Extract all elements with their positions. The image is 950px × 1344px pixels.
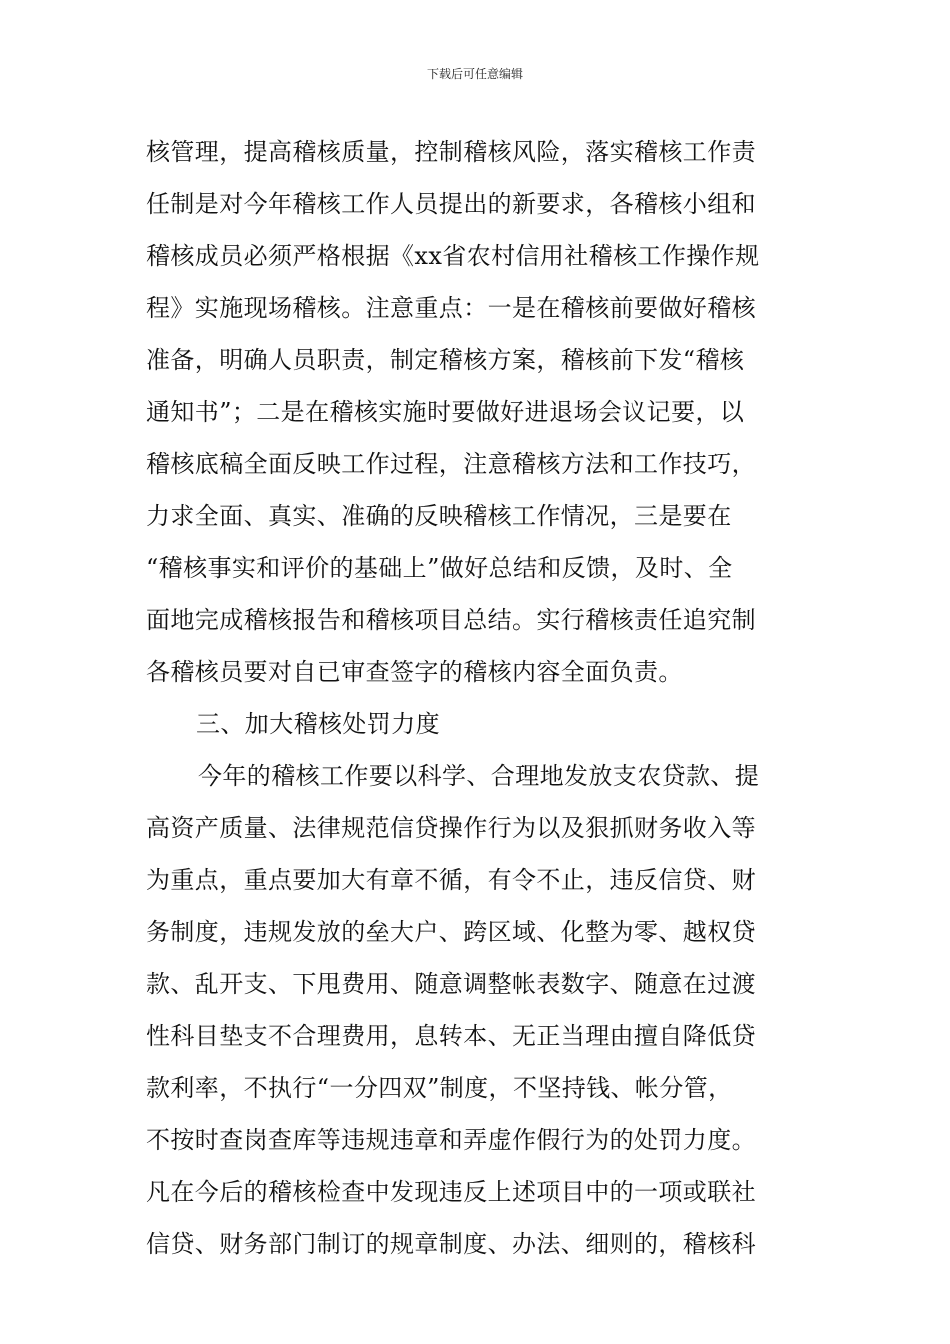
paragraph-first-line: 今年的稽核工作要以科学、合理地发放支农贷款、提 (198, 762, 760, 790)
paragraph-line: 为重点，重点要加大有章不循，有令不止，违反信贷、财 (146, 866, 756, 894)
section-heading: 三、加大稽核处罚力度 (196, 710, 440, 738)
paragraph-line: 各稽核员要对自已审查签字的稽核内容全面负责。 (146, 658, 683, 686)
paragraph-line: 力求全面、真实、准确的反映稽核工作情况，三是要在 (146, 502, 732, 530)
document-body (146, 126, 811, 1270)
paragraph-line: 核管理，提高稽核质量，控制稽核风险，落实稽核工作责 (146, 138, 756, 166)
paragraph-line: 信贷、财务部门制订的规章制度、办法、细则的，稽核科 (146, 1230, 756, 1258)
paragraph-line: 不按时查岗查库等违规违章和弄虚作假行为的处罚力度。 (146, 1126, 756, 1154)
paragraph-line: 稽核底稿全面反映工作过程，注意稽核方法和工作技巧， (146, 450, 756, 478)
paragraph-line: 通知书”；二是在稽核实施时要做好进退场会议记要，以 (146, 398, 745, 426)
paragraph-line: 高资产质量、法律规范信贷操作行为以及狠抓财务收入等 (146, 814, 756, 842)
page-header: 下载后可任意编辑 (426, 67, 523, 81)
paragraph-line: 面地完成稽核报告和稽核项目总结。实行稽核责任追究制 (146, 606, 756, 634)
paragraph-line: 款利率，不执行“一分四双”制度，不坚持钱、帐分管， (146, 1074, 733, 1102)
paragraph-line: “稽核事实和评价的基础上”做好总结和反馈，及时、全 (146, 554, 733, 582)
paragraph-line: 任制是对今年稽核工作人员提出的新要求，各稽核小组和 (146, 190, 756, 218)
paragraph-line: 性科目垫支不合理费用，息转本、无正当理由擅自降低贷 (146, 1022, 756, 1050)
paragraph-line: 款、乱开支、下甩费用、随意调整帐表数字、随意在过渡 (146, 970, 756, 998)
paragraph-line: 凡在今后的稽核检查中发现违反上述项目中的一项或联社 (146, 1178, 756, 1206)
paragraph-line: 准备，明确人员职责，制定稽核方案，稽核前下发“稽核 (146, 346, 745, 374)
paragraph-line: 稽核成员必须严格根据《xx省农村信用社稽核工作操作规 (146, 242, 760, 270)
paragraph-line: 务制度，违规发放的垒大户、跨区域、化整为零、越权贷 (146, 918, 756, 946)
paragraph-line: 程》实施现场稽核。注意重点：一是在稽核前要做好稽核 (146, 294, 756, 322)
